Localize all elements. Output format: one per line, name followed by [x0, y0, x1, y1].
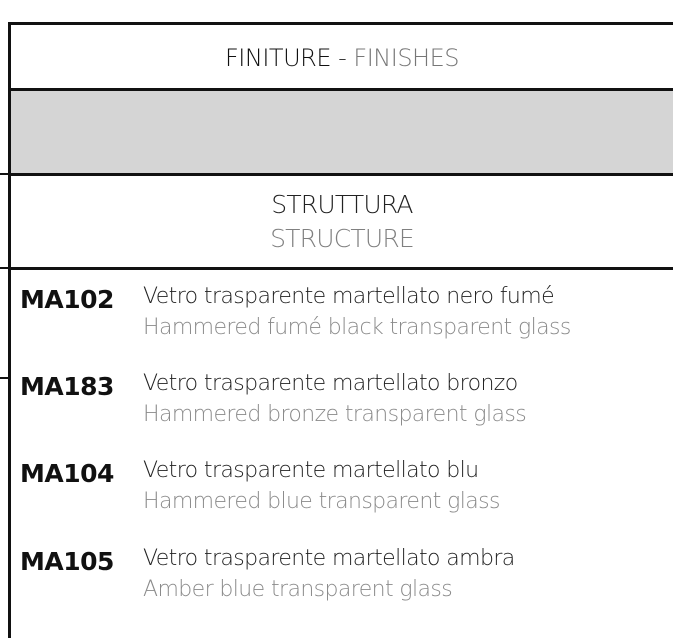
header-title-it: FINITURE — [225, 43, 331, 72]
finish-description-it: Vetro trasparente martellato blu — [143, 458, 479, 483]
structure-section-header — [11, 176, 673, 267]
header-separator: - — [330, 43, 354, 72]
finish-code: MA102 — [20, 285, 114, 314]
finish-description-en: Amber blue transparent glass — [143, 577, 453, 602]
finish-item — [20, 545, 673, 615]
finish-code: MA104 — [20, 459, 114, 488]
finishes-header — [11, 27, 673, 88]
finish-code: MA105 — [20, 547, 114, 576]
header-title-en: FINISHES — [353, 43, 459, 72]
section-title-en: STRUCTURE — [270, 223, 414, 253]
top-horizontal-rule — [8, 22, 673, 25]
finish-item — [20, 457, 673, 527]
left-stub-rule — [0, 267, 9, 269]
finish-item — [20, 370, 673, 440]
left-stub-rule — [0, 173, 9, 175]
left-stub-rule — [0, 377, 9, 379]
finish-description-it: Vetro trasparente martellato bronzo — [143, 371, 518, 396]
finish-description-en: Hammered bronze transparent glass — [143, 402, 527, 427]
finish-description-en: Hammered fumé black transparent glass — [143, 315, 571, 340]
section-title-it: STRUTTURA — [271, 189, 413, 219]
finish-code: MA183 — [20, 372, 114, 401]
gray-band — [11, 91, 673, 173]
finish-description-en: Hammered blue transparent glass — [143, 489, 500, 514]
finish-description-it: Vetro trasparente martellato nero fumé — [143, 284, 555, 309]
finish-description-it: Vetro trasparente martellato ambra — [143, 546, 515, 571]
finish-item — [20, 283, 673, 353]
structure-bottom-rule — [8, 267, 673, 270]
